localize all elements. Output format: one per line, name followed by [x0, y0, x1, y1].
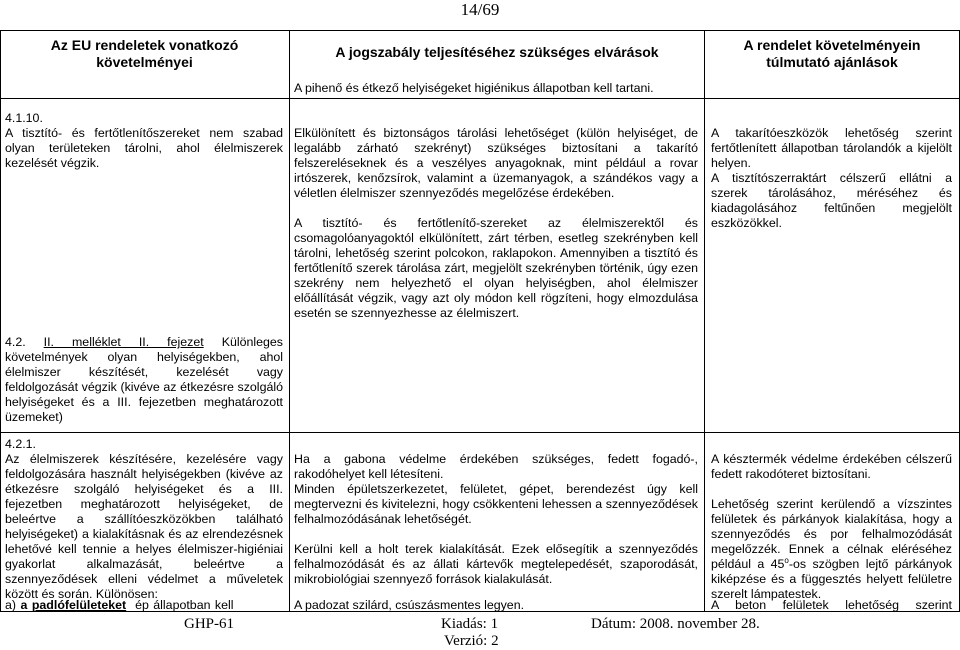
issue-number: Kiadás: 1 [441, 616, 499, 632]
header-expectations: A jogszabály teljesítéséhez szükséges elvárások [335, 44, 659, 60]
floor-expectation: A padozat szilárd, csúszásmentes legyen. [294, 598, 525, 612]
header-bottom-border [0, 98, 960, 99]
document-code: GHP-61 [184, 616, 235, 632]
requirement-text: Az élelmiszerek készítésére, kezelésére vagy feldolgozására használt helyiségekben (kivéve az étkezésre szolgáló helyiségeket és a III. fejezetben meghatározott helyiségeket, de beleértve a szállítóeszközökben található helyiségeket) a kialakításnak és az elrendezésnek lehetővé kell tennie a helyes élelmiszer-higiéniai gyakorlat alkalmazását, beleértve a szennyeződések elleni védelmet a műveletek között és során. Különösen: [5, 452, 283, 601]
section-4-2-1 [5, 437, 283, 602]
section-number: 4.2.1. [5, 437, 37, 451]
expectation-4-1-10: Elkülönített és biztonságos tárolási lehetőséget (külön helyiséget, de legalább zárható szekrényt) szükséges biztosítani a takarító felszereléseknek és a veszélyes anyagoknak, mint például a rovar irtószerek, kenőzsírok, valamint a üzemanyagok, a szándékos vagy a véletlen élelmiszer szennyeződés megelőzése érdekében. A tisztító- és fertőtlenítő-szereket az élelmiszerektől és csomagolóanyagoktól elkülönített, zárt térben, esetleg szekrényben kell tárolni, lehetőség szerint polcokon, raklapokon. Amennyiben a tisztító és fertőtlenítő szerek tárolása zárt, megjelölt szekrényben történik, úgy ezen szekrény nem helyezhető el olyan helyiségben, ahol élelmiszer előállítását végzik, vagy azt oly módon kell rögzíteni, hogy elmozdulása esetén se szennyezhesse az élelmiszert. [294, 126, 698, 320]
column-divider-1 [289, 30, 290, 612]
intro-text: A pihenő és étkező helyiségeket higiénikus állapotban kell tartani. [294, 81, 654, 95]
section-title: Különleges követelmények olyan helyiségekben, ahol élelmiszer készítését, kezelését vagy feldolgozását végzik (kivéve az étkezésre szolgáló helyiségeket és a III. fejezetben meghatározott üzemeket) [5, 335, 283, 424]
concrete-recommendation: A beton felületek lehetőség szerint [711, 598, 952, 612]
list-item-a: a) a padlófelületeket ép állapotban kell [5, 598, 234, 612]
version-number: Verzió: 2 [444, 633, 499, 649]
recommendation-4-2-1: A késztermék védelme érdekében célszerű fedett rakodóteret biztosítani. Lehetőség szerint kerülendő a vízszintes felületek és párkányok kialakítása, hogy a szennyeződés és por felhalmozódását megelőzzék. Ennek a célnak eléréséhez például a 45$^o$-os szögben lejtő párkányok kiképzése és a függesztés helyett felületre szerelt lámpatestek. [711, 452, 952, 601]
header-eu-requirements: Az EU rendeletek vonatkozó követelményei [50, 37, 239, 70]
issue-date: Dátum: 2008. november 28. [591, 616, 760, 632]
column-divider-2 [704, 30, 705, 612]
page-number: 14/69 [460, 0, 500, 19]
expectation-4-2-1: Ha a gabona védelme érdekében szükséges, fedett fogadó-, rakodóhelyet kell létesíteni. Minden épületszerkezetet, felületet, gépet, berendezést úgy kell megtervezni és kivitelezni, hogy csökkenteni lehessen a szennyeződések felhalmozódásának lehetőségét. Kerülni kell a holt terek kialakítását. Ezek elősegítik a szennyeződés felhalmozódását és az állati kártevők megtelepedését, szaporodását, mikrobiológiai szennyező források kialakulását. [294, 452, 698, 586]
recommendation-4-1-10: A takarítóeszközök lehetőség szerint fertőtlenített állapotban tárolandók a kijelölt helyen. A tisztítószerraktárt célszerű ellátni a szerek tárolásához, méréséhez és kiadagolásához feltűnően megjelölt eszközökkel. [711, 126, 952, 230]
table-left-border [0, 30, 1, 612]
section-4-1-10 [5, 111, 283, 171]
section-number: 4.2. [5, 335, 26, 349]
section-4-2 [5, 335, 283, 425]
requirement-text: A tisztító- és fertőtlenítőszereket nem szabad olyan területeken tárolni, ahol élelmiszerek kezelését végzik. [5, 126, 283, 170]
floor-surfaces-term: padlófelületeket [31, 598, 127, 612]
annex-reference: II. melléklet II. fejezet [43, 335, 204, 349]
section-number: 4.1.10. [5, 111, 43, 125]
header-recommendations: A rendelet követelményein túlmutató ajánlások [743, 37, 921, 70]
row-divider [0, 432, 960, 433]
table-top-border [0, 30, 960, 31]
